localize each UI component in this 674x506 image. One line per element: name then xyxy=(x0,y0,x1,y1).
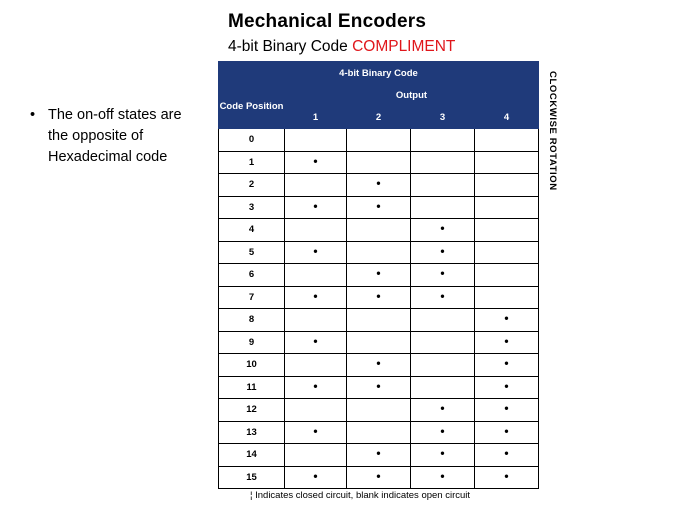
closed-circuit-mark: • xyxy=(313,468,318,483)
output-column-header: 2 xyxy=(347,106,411,129)
output-cell xyxy=(411,331,475,354)
output-cell xyxy=(347,196,411,219)
table-row xyxy=(219,421,539,444)
table-row xyxy=(219,309,539,332)
table-row xyxy=(219,376,539,399)
code-position-cell: 8 xyxy=(219,309,285,332)
output-cell xyxy=(411,309,475,332)
closed-circuit-mark: • xyxy=(504,356,509,371)
closed-circuit-mark: • xyxy=(504,333,509,348)
output-cell xyxy=(475,466,539,489)
subtitle-accent: COMPLIMENT xyxy=(352,38,456,55)
output-cell xyxy=(347,466,411,489)
subtitle-text: 4-bit Binary Code xyxy=(228,38,353,55)
encoder-table xyxy=(218,61,539,489)
closed-circuit-mark: • xyxy=(504,401,509,416)
output-cell xyxy=(285,129,347,152)
closed-circuit-mark: • xyxy=(440,401,445,416)
code-position-cell: 13 xyxy=(219,421,285,444)
code-position-cell: 15 xyxy=(219,466,285,489)
code-position-cell: 7 xyxy=(219,286,285,309)
table-row xyxy=(219,466,539,489)
code-position-header: Code Position xyxy=(219,85,285,129)
closed-circuit-mark: • xyxy=(313,198,318,213)
output-cell xyxy=(347,174,411,197)
output-cell xyxy=(411,444,475,467)
output-cell xyxy=(475,331,539,354)
output-cell xyxy=(285,241,347,264)
code-position-cell: 12 xyxy=(219,399,285,422)
code-position-cell: 11 xyxy=(219,376,285,399)
output-cell xyxy=(475,421,539,444)
output-cell xyxy=(475,309,539,332)
output-column-header: 4 xyxy=(475,106,539,129)
output-cell xyxy=(411,286,475,309)
table-row xyxy=(219,264,539,287)
output-cell xyxy=(411,151,475,174)
code-position-cell: 9 xyxy=(219,331,285,354)
output-cell xyxy=(285,444,347,467)
output-cell xyxy=(411,376,475,399)
closed-circuit-mark: • xyxy=(376,176,381,191)
closed-circuit-mark: • xyxy=(313,243,318,258)
table-row xyxy=(219,196,539,219)
output-cell xyxy=(347,241,411,264)
closed-circuit-mark: • xyxy=(440,266,445,281)
closed-circuit-mark: • xyxy=(313,333,318,348)
output-cell xyxy=(285,151,347,174)
output-cell xyxy=(411,174,475,197)
output-cell xyxy=(347,286,411,309)
output-header: Output xyxy=(285,85,539,106)
closed-circuit-mark: • xyxy=(376,288,381,303)
closed-circuit-mark: • xyxy=(440,468,445,483)
table-title: 4-bit Binary Code xyxy=(219,62,539,85)
output-cell xyxy=(475,264,539,287)
output-cell xyxy=(347,444,411,467)
output-cell xyxy=(285,399,347,422)
output-cell xyxy=(285,219,347,242)
code-position-cell: 0 xyxy=(219,129,285,152)
closed-circuit-mark: • xyxy=(440,221,445,236)
closed-circuit-mark: • xyxy=(504,378,509,393)
table-row xyxy=(219,354,539,377)
closed-circuit-mark: • xyxy=(313,153,318,168)
closed-circuit-mark: • xyxy=(376,378,381,393)
output-cell xyxy=(285,309,347,332)
output-cell xyxy=(285,174,347,197)
output-cell xyxy=(347,151,411,174)
closed-circuit-mark: • xyxy=(440,446,445,461)
code-position-cell: 1 xyxy=(219,151,285,174)
output-cell xyxy=(347,354,411,377)
output-cell xyxy=(411,219,475,242)
closed-circuit-mark: • xyxy=(440,288,445,303)
table-row xyxy=(219,129,539,152)
code-position-cell: 2 xyxy=(219,174,285,197)
output-cell xyxy=(285,331,347,354)
closed-circuit-mark: • xyxy=(376,198,381,213)
output-cell xyxy=(285,421,347,444)
output-cell xyxy=(475,129,539,152)
output-cell xyxy=(411,264,475,287)
output-cell xyxy=(411,196,475,219)
output-cell xyxy=(475,174,539,197)
output-cell xyxy=(411,241,475,264)
output-cell xyxy=(347,264,411,287)
output-cell xyxy=(475,151,539,174)
closed-circuit-mark: • xyxy=(376,446,381,461)
table-row xyxy=(219,174,539,197)
closed-circuit-mark: • xyxy=(504,446,509,461)
output-cell xyxy=(347,399,411,422)
output-cell xyxy=(475,286,539,309)
closed-circuit-mark: • xyxy=(440,243,445,258)
output-cell xyxy=(347,309,411,332)
output-cell xyxy=(285,376,347,399)
table-row xyxy=(219,399,539,422)
output-cell xyxy=(347,129,411,152)
output-cell xyxy=(347,376,411,399)
closed-circuit-mark: • xyxy=(504,423,509,438)
bullet-text: The on-off states are the opposite of Hexadecimal code xyxy=(48,107,182,165)
closed-circuit-mark: • xyxy=(376,266,381,281)
closed-circuit-mark: • xyxy=(376,356,381,371)
bullet-icon: • xyxy=(30,107,36,123)
output-cell xyxy=(285,264,347,287)
closed-circuit-mark: • xyxy=(313,423,318,438)
table-row xyxy=(219,444,539,467)
code-position-cell: 4 xyxy=(219,219,285,242)
closed-circuit-mark: • xyxy=(504,468,509,483)
output-cell xyxy=(475,376,539,399)
output-cell xyxy=(475,399,539,422)
table-row xyxy=(219,151,539,174)
output-column-header: 3 xyxy=(411,106,475,129)
table-row xyxy=(219,241,539,264)
code-position-cell: 6 xyxy=(219,264,285,287)
output-cell xyxy=(411,466,475,489)
output-cell xyxy=(285,196,347,219)
output-cell xyxy=(475,196,539,219)
closed-circuit-mark: • xyxy=(440,423,445,438)
output-cell xyxy=(475,219,539,242)
output-cell xyxy=(285,466,347,489)
code-position-cell: 5 xyxy=(219,241,285,264)
output-cell xyxy=(411,129,475,152)
output-cell xyxy=(285,354,347,377)
output-cell xyxy=(475,444,539,467)
page-title: Mechanical Encoders xyxy=(228,11,427,32)
table-row xyxy=(219,286,539,309)
output-cell xyxy=(411,421,475,444)
output-cell xyxy=(475,241,539,264)
code-position-cell: 14 xyxy=(219,444,285,467)
code-position-cell: 3 xyxy=(219,196,285,219)
closed-circuit-mark: • xyxy=(376,468,381,483)
output-cell xyxy=(347,421,411,444)
page-subtitle xyxy=(228,38,455,56)
output-column-header: 1 xyxy=(285,106,347,129)
table-row xyxy=(219,331,539,354)
footnote: ¦ Indicates closed circuit, blank indicates open circuit xyxy=(250,490,471,501)
output-cell xyxy=(347,219,411,242)
bullet-point xyxy=(30,105,205,168)
closed-circuit-mark: • xyxy=(313,288,318,303)
output-cell xyxy=(411,399,475,422)
output-cell xyxy=(285,286,347,309)
output-cell xyxy=(411,354,475,377)
output-cell xyxy=(347,331,411,354)
closed-circuit-mark: • xyxy=(504,311,509,326)
table-row xyxy=(219,219,539,242)
code-position-cell: 10 xyxy=(219,354,285,377)
output-cell xyxy=(475,354,539,377)
clockwise-rotation-label: CLOCKWISE ROTATION xyxy=(547,71,558,191)
closed-circuit-mark: • xyxy=(313,378,318,393)
